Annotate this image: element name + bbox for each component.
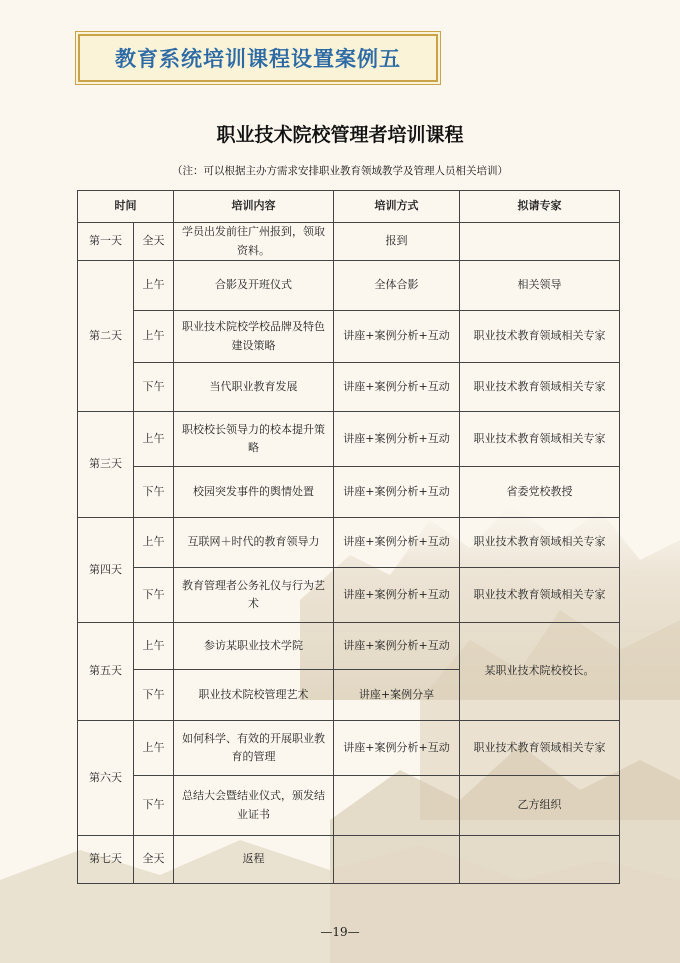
expert: 相关领导 xyxy=(460,261,620,311)
day-label: 第六天 xyxy=(78,721,134,836)
training-content: 如何科学、有效的开展职业教育的管理 xyxy=(174,721,334,776)
training-content: 校园突发事件的舆情处置 xyxy=(174,467,334,518)
table-row xyxy=(78,311,620,363)
training-content: 当代职业教育发展 xyxy=(174,363,334,412)
training-method: 讲座+案例分析+互动 xyxy=(334,721,460,776)
document-title: 职业技术院校管理者培训课程 xyxy=(216,124,464,146)
training-content: 互联网＋时代的教育领导力 xyxy=(174,518,334,568)
time-slot: 下午 xyxy=(134,467,174,518)
expert xyxy=(460,223,620,261)
expert: 职业技术教育领域相关专家 xyxy=(460,518,620,568)
training-method: 讲座+案例分析+互动 xyxy=(334,311,460,363)
table-row xyxy=(78,721,620,776)
page-number: —19— xyxy=(320,925,360,939)
training-content: 职业技术院校学校品牌及特色建设策略 xyxy=(174,311,334,363)
training-content: 总结大会暨结业仪式，颁发结业证书 xyxy=(174,776,334,836)
training-content: 职校校长领导力的校本提升策略 xyxy=(174,412,334,467)
training-method: 讲座+案例分析+互动 xyxy=(334,363,460,412)
time-slot: 上午 xyxy=(134,518,174,568)
table-row xyxy=(78,776,620,836)
training-content: 参访某职业技术学院 xyxy=(174,623,334,670)
table-row xyxy=(78,412,620,467)
expert xyxy=(460,836,620,884)
day-label: 第五天 xyxy=(78,623,134,721)
time-slot: 下午 xyxy=(134,568,174,623)
training-schedule-table xyxy=(77,190,620,884)
table-row xyxy=(78,223,620,261)
training-method xyxy=(334,776,460,836)
training-content: 返程 xyxy=(174,836,334,884)
expert: 某职业技术院校校长。 xyxy=(460,623,620,721)
training-content: 学员出发前往广州报到，领取资料。 xyxy=(174,223,334,261)
expert: 职业技术教育领域相关专家 xyxy=(460,412,620,467)
expert: 乙方组织 xyxy=(460,776,620,836)
time-slot: 全天 xyxy=(134,223,174,261)
time-slot: 下午 xyxy=(134,670,174,721)
header-method: 培训方式 xyxy=(334,191,460,223)
expert: 省委党校教授 xyxy=(460,467,620,518)
training-method: 讲座+案例分析+互动 xyxy=(334,623,460,670)
time-slot: 上午 xyxy=(134,261,174,311)
day-label: 第二天 xyxy=(78,261,134,412)
table-row xyxy=(78,467,620,518)
time-slot: 下午 xyxy=(134,776,174,836)
expert: 职业技术教育领域相关专家 xyxy=(460,721,620,776)
table-row xyxy=(78,261,620,311)
table-row xyxy=(78,518,620,568)
document-note: （注：可以根据主办方需求安排职业教育领域教学及管理人员相关培训） xyxy=(172,165,508,177)
training-method: 讲座+案例分析+互动 xyxy=(334,518,460,568)
header-time: 时间 xyxy=(78,191,174,223)
training-method: 报到 xyxy=(334,223,460,261)
training-content: 合影及开班仪式 xyxy=(174,261,334,311)
header-expert: 拟请专家 xyxy=(460,191,620,223)
day-label: 第一天 xyxy=(78,223,134,261)
time-slot: 下午 xyxy=(134,363,174,412)
time-slot: 上午 xyxy=(134,623,174,670)
table-row xyxy=(78,363,620,412)
banner-title: 教育系统培训课程设置案例五 xyxy=(115,47,401,71)
time-slot: 上午 xyxy=(134,311,174,363)
training-method: 讲座+案例分享 xyxy=(334,670,460,721)
day-label: 第七天 xyxy=(78,836,134,884)
expert: 职业技术教育领域相关专家 xyxy=(460,311,620,363)
day-label: 第四天 xyxy=(78,518,134,623)
expert: 职业技术教育领域相关专家 xyxy=(460,568,620,623)
section-banner xyxy=(80,36,436,80)
training-method: 讲座+案例分析+互动 xyxy=(334,467,460,518)
training-content: 教育管理者公务礼仪与行为艺术 xyxy=(174,568,334,623)
training-method: 讲座+案例分析+互动 xyxy=(334,412,460,467)
table-row xyxy=(78,836,620,884)
table-header-row xyxy=(78,191,620,223)
time-slot: 全天 xyxy=(134,836,174,884)
expert: 职业技术教育领域相关专家 xyxy=(460,363,620,412)
training-method: 全体合影 xyxy=(334,261,460,311)
training-method xyxy=(334,836,460,884)
table-row xyxy=(78,568,620,623)
time-slot: 上午 xyxy=(134,721,174,776)
header-content: 培训内容 xyxy=(174,191,334,223)
training-content: 职业技术院校管理艺术 xyxy=(174,670,334,721)
table-row xyxy=(78,623,620,670)
training-method: 讲座+案例分析+互动 xyxy=(334,568,460,623)
time-slot: 上午 xyxy=(134,412,174,467)
day-label: 第三天 xyxy=(78,412,134,518)
